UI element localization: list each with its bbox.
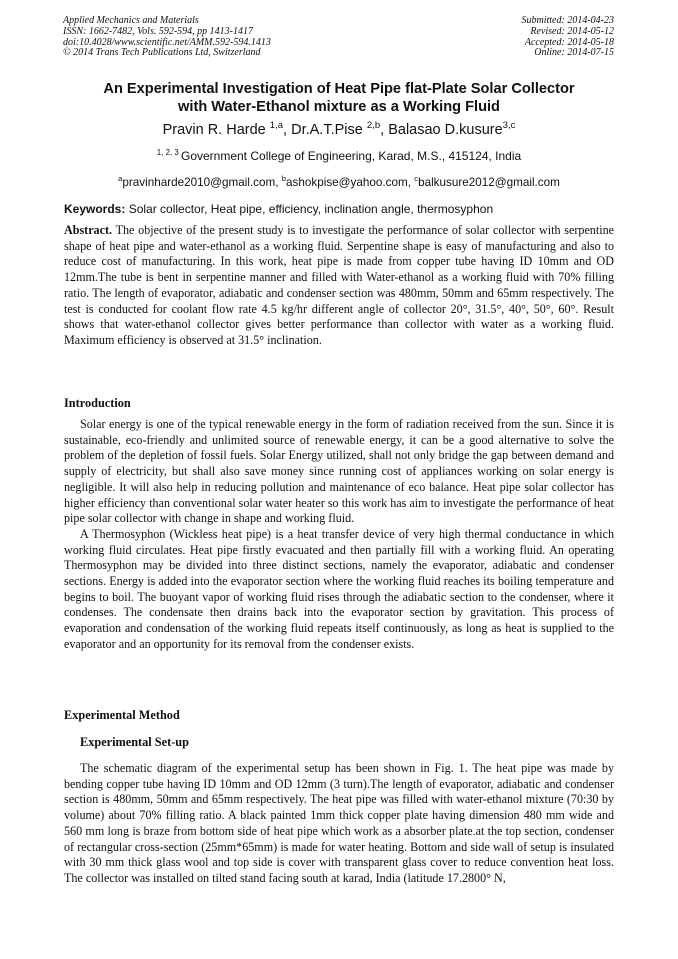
email-b-sup: b (281, 174, 287, 184)
abstract-label: Abstract. (64, 223, 113, 237)
issn-line: ISSN: 1662-7482, Vols. 592-594, pp 1413-1417 (63, 25, 253, 37)
author-2-sup: 2,b (366, 120, 381, 132)
email-c[interactable]: balkusure2012@gmail.com (418, 176, 560, 189)
copyright-line: © 2014 Trans Tech Publications Ltd, Switzerland (63, 47, 261, 59)
introduction-heading: Introduction (64, 396, 131, 410)
author-list (40, 122, 638, 138)
author-2: , Dr.A.T.Pise (283, 122, 367, 138)
method-body (64, 761, 614, 887)
email-b[interactable]: ashokpise@yahoo.com, (286, 176, 415, 189)
abstract-text: The objective of the present study is to investigate the performance of solar collector with serpentine shape of heat pipe and water-ethanol as a working fluid. Serpentine shape is easy of manufacturing and also to reduce cost of manufacturing. In this work, heat pipe is made from copper tube having ID 10mm and OD 12mm.The tube is bent in serpentine manner and filled with Water-ethanol as a working fluid with 70% filling ratio. The length of evaporator, adiabatic and condenser section was 480mm, 50mm and 65mm respectively. The test is conducted for coolant flow rate 4.5 kg/hr different angle of collector 20°, 31.5°, 40°, 50°, 60°. Result shows that water-ethanol collector gives better performance than collector with water as a working fluid. Maximum efficiency is observed at 31.5° inclination. (64, 223, 614, 347)
affiliation-text: Government College of Engineering, Karad, M.S., 415124, India (180, 149, 522, 163)
affiliation-sup: 1, 2, 3 (156, 148, 181, 157)
revised-date: Revised: 2014-05-12 (530, 25, 614, 37)
keywords-text: Solar collector, Heat pipe, efficiency, inclination angle, thermosyphon (125, 202, 494, 216)
journal-info (63, 16, 271, 59)
author-emails (40, 176, 638, 189)
method-paragraph-1: The schematic diagram of the experimental setup has been shown in Fig. 1. The heat pipe was made by bending copper tube having ID 10mm and OD 12mm (3 turn).The length of evaporator, adiabatic and condenser section is 480mm, 50mm and 65mm respectively. The heat pipe was filled with water-ethanol mixture (70:30 by volume) about 70% filling ratio. A black painted 1mm thick copper plate having dimension 480 mm wide and 560 mm long is braze from bottom side of heat pipe which work as a absorber plate.at the top section, condenser of rectangular cross-section (25mm*65mm) is made for water heating. Bottom and side wall of setup is insulated with 30 mm thick glass wool and top side is cover with transparent glass cover to reduce convention heat loss. The collector was installed on tilted stand facing south at karad, India (latitude 17.2800° N, (64, 761, 614, 885)
title-line-2: with Water-Ethanol mixture as a Working Fluid (178, 99, 500, 115)
keywords-label: Keywords: (64, 202, 126, 216)
intro-paragraph-1: Solar energy is one of the typical renewable energy in the form of radiation received from the sun. Since it is sustainable, eco-friendly and unlimited source of renewable energy, it can be a good alternative to solve the problem of the depletion of fossil fuels. Solar Energy utilized, shall not only bridge the gap between demand and supply of electricity, but shall also save money since running cost of appliances working on solar energy is negligible. It will also help in reducing pollution and maintenance of eco balance. Heat pipe solar collector has higher efficiency than conventional solar water heater so this work has aim to investigate the performance of heat pipe solar collector with change in shape and working fluid. (64, 417, 614, 526)
setup-subheading: Experimental Set-up (80, 735, 189, 749)
method-heading: Experimental Method (64, 708, 180, 722)
online-date: Online: 2014-07-15 (534, 47, 614, 59)
author-1: Pravin R. Harde (162, 122, 270, 138)
intro-paragraph-2: A Thermosyphon (Wickless heat pipe) is a heat transfer device of very high thermal conductance in which working fluid circulates. Heat pipe firstly evacuated and then partially fill with a working fluid. An operating Thermosyphon may be divided into three distinct sections, namely the evaporator, adiabatic and condenser sections. Energy is added into the evaporator section where the working fluid reaches its boiling temperature and begins to boil. The buoyant vapor of working fluid rises through the adiabatic section to the condenser, where it condenses. The condensate then drains back into the evaporator section by gravitation. This process of evaporation and condensation of the working fluid repeats itself continuously, as long as heat is supplied to the evaporator and an opportunity for its removal from the condenser exists. (64, 526, 614, 651)
accepted-date: Accepted: 2014-05-18 (524, 36, 614, 48)
journal-name: Applied Mechanics and Materials (63, 15, 199, 26)
doi-line: doi:10.4028/www.scientific.net/AMM.592-594.1413 (63, 36, 271, 48)
email-a[interactable]: pravinharde2010@gmail.com, (122, 176, 282, 189)
affiliation (40, 149, 638, 163)
email-a-sup: a (118, 174, 123, 184)
title-line-1: An Experimental Investigation of Heat Pipe flat-Plate Solar Collector (103, 81, 575, 97)
abstract (64, 223, 614, 349)
introduction-body (64, 417, 614, 653)
keywords (64, 202, 624, 216)
email-c-sup: c (414, 174, 419, 184)
paper-title (40, 80, 638, 116)
submitted-date: Submitted: 2014-04-23 (521, 15, 614, 26)
publication-dates (522, 16, 615, 59)
author-3-sup: 3,c (502, 120, 516, 132)
author-1-sup: 1,a (269, 120, 284, 132)
author-3: , Balasao D.kusure (380, 122, 503, 138)
